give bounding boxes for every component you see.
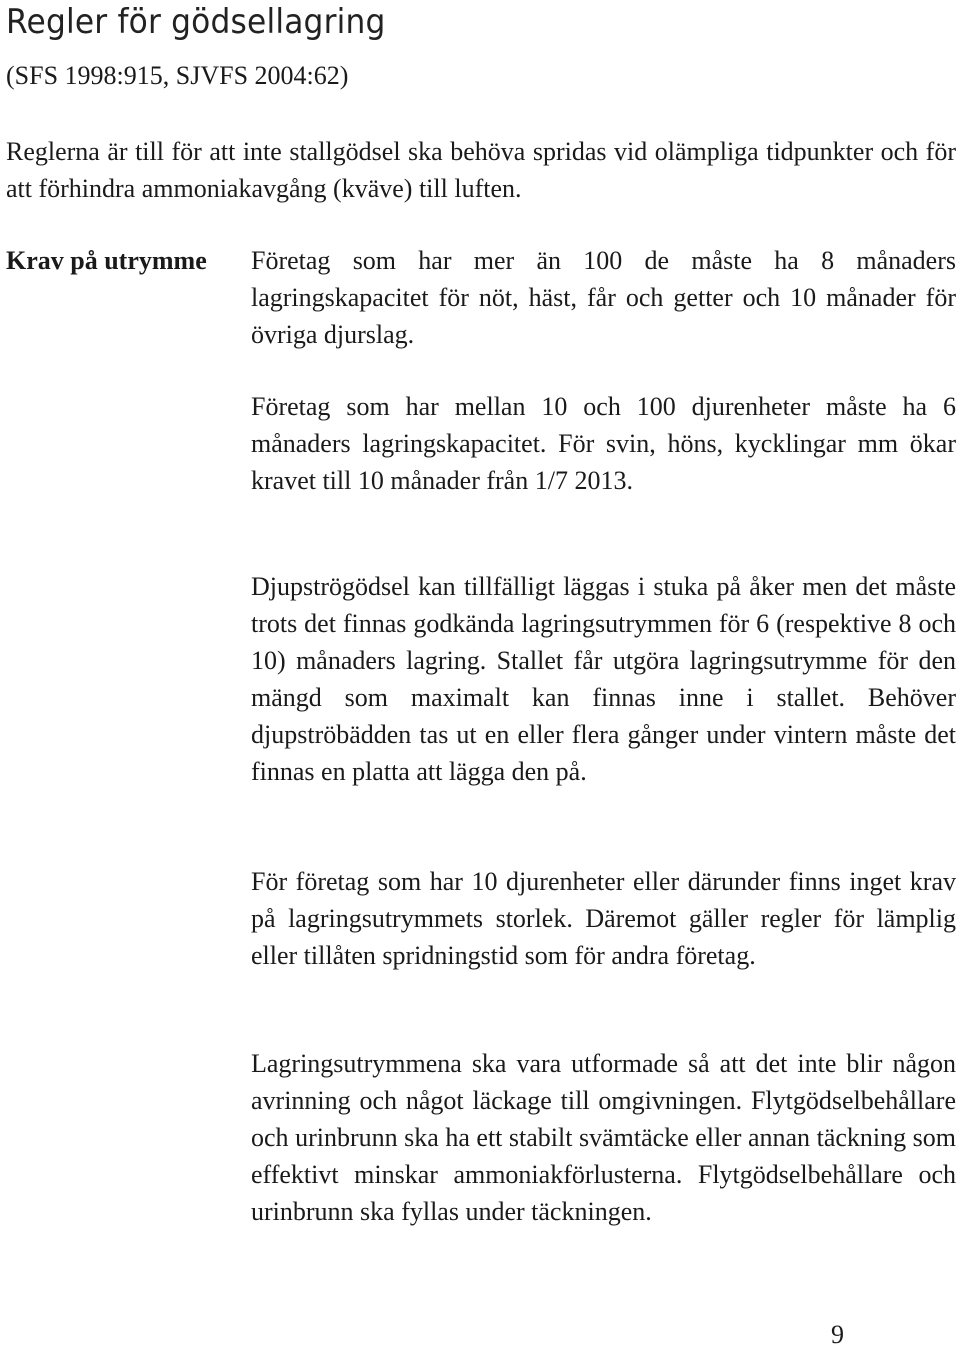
- paragraph-deep-litter: Djupströgödsel kan tillfälligt läggas i stuka på åker men det måste trots det finnas godkända lagringsutrymmen för 6 (respektive 8 och 10) månaders lagring. Stallet får utgöra lagringsutrymme för den mängd som maximalt kan finnas inne i stallet. Behöver djupströbädden tas ut en eller flera gånger under vintern måste det finnas en platta att lägga den på.: [251, 572, 956, 786]
- page-number: 9: [831, 1320, 844, 1349]
- page-title: Regler för gödsellagring: [6, 2, 386, 42]
- paragraph-storage-small: För företag som har 10 djurenheter eller därunder finns inget krav på lagringsutrymmets storlek. Däremot gäller regler för lämplig eller tillåten spridningstid som för andra företag.: [251, 867, 956, 970]
- paragraph-storage-medium: Företag som har mellan 10 och 100 djurenheter måste ha 6 månaders lagringskapacitet. För svin, höns, kycklingar mm ökar kravet till 10 månader från 1/7 2013.: [251, 392, 956, 495]
- legal-reference: (SFS 1998:915, SJVFS 2004:62): [6, 61, 349, 90]
- section-label: Krav på utrymme: [6, 246, 207, 275]
- intro-paragraph: Reglerna är till för att inte stallgödsel ska behöva spridas vid olämpliga tidpunkter och för att förhindra ammoniakavgång (kväve) till luften.: [6, 137, 956, 203]
- paragraph-storage-large: Företag som har mer än 100 de måste ha 8 månaders lagringskapacitet för nöt, häst, får och getter och 10 månader för övriga djurslag.: [251, 246, 956, 349]
- paragraph-storage-design: Lagringsutrymmena ska vara utformade så att det inte blir någon avrinning och något läckage till omgivningen. Flytgödselbehållare och urinbrunn ska ha ett stabilt svämtäcke eller annan täckning som effektivt minskar ammoniakförlusterna. Flytgödselbehållare och urinbrunn ska fyllas under täckningen.: [251, 1049, 956, 1226]
